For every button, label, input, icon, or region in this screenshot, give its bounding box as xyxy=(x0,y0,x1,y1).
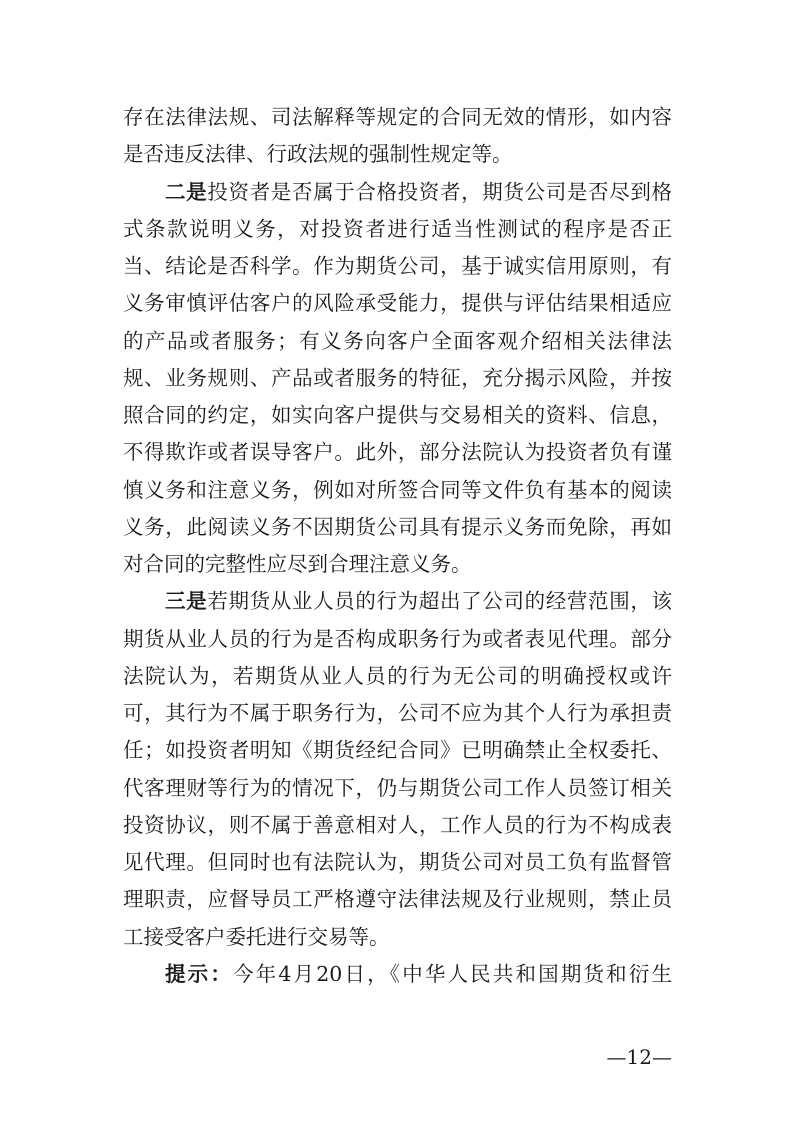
text-line: 法院认为，若期货从业人员的行为无公司的明确授权或许 xyxy=(123,663,672,688)
text-line: 任；如投资者明知《期货经纪合同》已明确禁止全权委托、 xyxy=(123,738,672,763)
text-line: 是否违反法律、行政法规的强制性规定等。 xyxy=(123,142,513,167)
text-line: 工接受客户委托进行交易等。 xyxy=(123,924,390,949)
paragraph-lead: 二是 xyxy=(165,179,208,204)
page-number: —12— xyxy=(606,1045,672,1069)
text-line: 代客理财等行为的情况下，仍与期货公司工作人员签订相关 xyxy=(123,775,672,800)
text-line: 义务审慎评估客户的风险承受能力，提供与评估结果相适应 xyxy=(123,291,672,316)
paragraph-lead: 三是 xyxy=(165,589,208,614)
text-line: 期货从业人员的行为是否构成职务行为或者表见代理。部分 xyxy=(123,626,672,651)
body-text xyxy=(123,99,672,993)
paragraph-lead: 提示： xyxy=(165,961,233,986)
text-line: 义务，此阅读义务不因期货公司具有提示义务而免除，再如 xyxy=(123,514,672,539)
paragraph xyxy=(123,174,672,584)
paragraph xyxy=(123,99,672,174)
text-line: 规、业务规则、产品或者服务的特征，充分揭示风险，并按 xyxy=(123,365,672,390)
text-line: 投资协议，则不属于善意相对人，工作人员的行为不构成表 xyxy=(123,812,672,837)
text-line: 当、结论是否科学。作为期货公司，基于诚实信用原则，有 xyxy=(123,254,672,278)
text-line: 慎义务和注意义务，例如对所签合同等文件负有基本的阅读 xyxy=(123,477,672,502)
paragraph xyxy=(123,956,672,993)
paragraph xyxy=(123,583,672,956)
text-line: 照合同的约定，如实向客户提供与交易相关的资料、信息， xyxy=(123,403,672,427)
text-line: 存在法律法规、司法解释等规定的合同无效的情形，如内容 xyxy=(123,105,672,129)
text-line: 对合同的完整性应尽到合理注意义务。 xyxy=(123,552,472,576)
text-line xyxy=(123,174,672,211)
text-line: 的产品或者服务；有义务向客户全面客观介绍相关法律法 xyxy=(123,328,672,353)
text-line: 可，其行为不属于职务行为，公司不应为其个人行为承担责 xyxy=(123,701,672,725)
text-line xyxy=(123,583,672,620)
line-text: 投资者是否属于合格投资者，期货公司是否尽到格 xyxy=(207,179,672,204)
text-line: 见代理。但同时也有法院认为，期货公司对员工负有监督管 xyxy=(123,850,672,874)
line-text: 若期货从业人员的行为超出了公司的经营范围，该 xyxy=(207,589,672,614)
text-line: 理职责，应督导员工严格遵守法律法规及行业规则，禁止员 xyxy=(123,887,672,912)
text-line: 式条款说明义务，对投资者进行适当性测试的程序是否正 xyxy=(123,216,672,241)
text-line xyxy=(123,956,672,993)
text-line: 不得欺诈或者误导客户。此外，部分法院认为投资者负有谨 xyxy=(123,440,672,465)
line-text: 今年4月20日，《中华人民共和国期货和衍生 xyxy=(233,961,672,986)
